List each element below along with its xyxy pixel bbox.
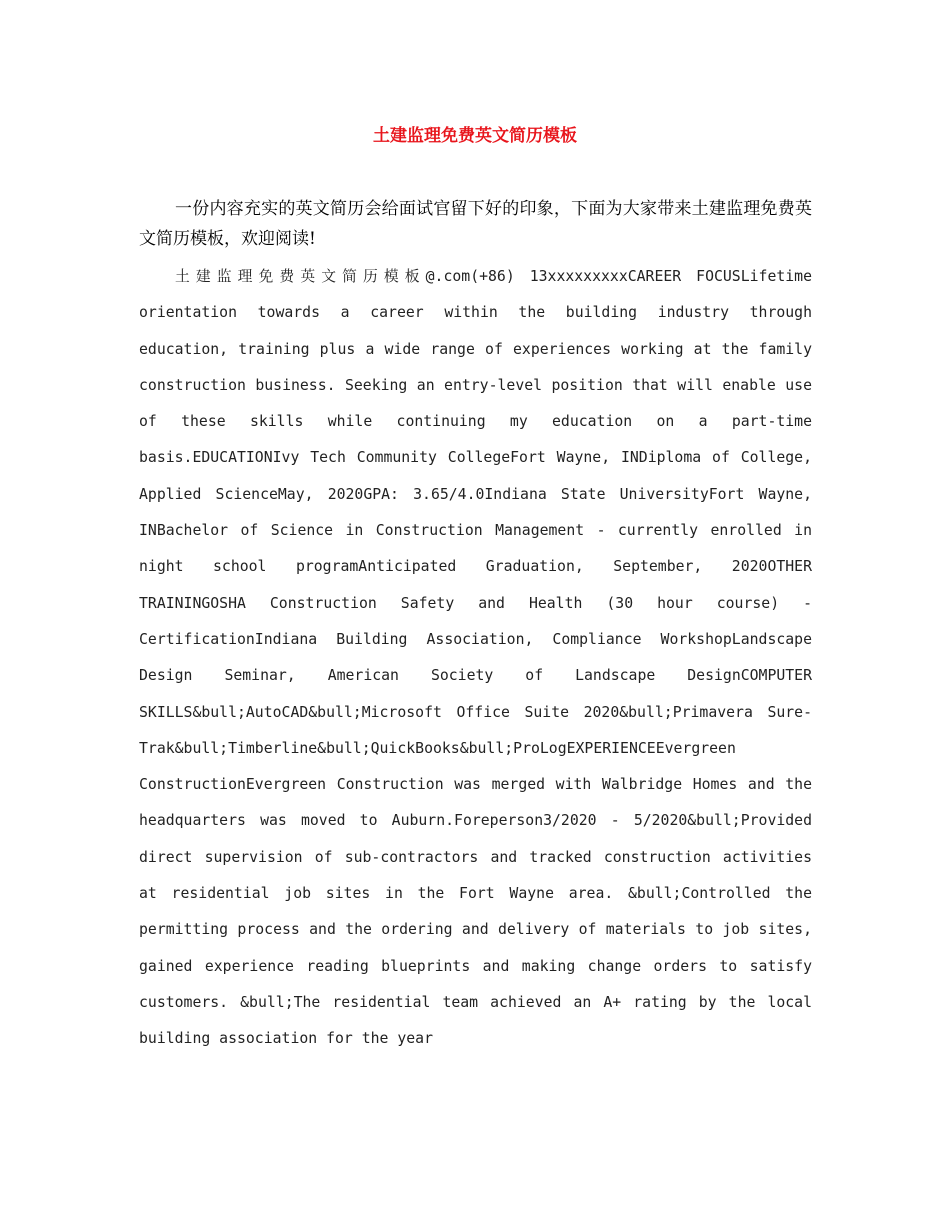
resume-body-paragraph: 土建监理免费英文简历模板@.com(+86) 13xxxxxxxxxCAREER FOCUSLifetime orientation towards a career within the building industry through education, training plus a wide range of experiences working at the family construction business. Seeking an entry-level position that will enable use of these skills while continuing my education on a part-time basis.EDUCATIONIvy Tech Community CollegeFort Wayne, INDiploma of College, Applied ScienceMay, 2020GPA: 3.65/4.0Indiana State UniversityFort Wayne, INBachelor of Science in Construction Management - currently enrolled in night school programAnticipated Graduation, September, 2020OTHER TRAININGOSHA Construction Safety and Health (30 hour course) - CertificationIndiana Building Association, Compliance WorkshopLandscape Design Seminar, American Society of Landscape DesignCOMPUTER SKILLS&bull;AutoCAD&bull;Microsoft Office Suite 2020&bull;Primavera Sure-Trak&bull;Timberline&bull;QuickBooks&bull;ProLogEXPERIENCEEvergreen ConstructionEvergreen Construction was merged with Walbridge Homes and the headquarters was moved to Auburn.Foreperson3/2020 - 5/2020&bull;Provided direct supervision of sub-contractors and tracked construction activities at residential job sites in the Fort Wayne area. &bull;Controlled the permitting process and the ordering and delivery of materials to job sites, gained experience reading blueprints and making change orders to satisfy customers. &bull;The residential team achieved an A+ rating by the local building association for the year: [139, 268, 812, 1048]
document-title: 土建监理免费英文简历模板: [373, 126, 577, 146]
intro-paragraph: 一份内容充实的英文简历会给面试官留下好的印象，下面为大家带来土建监理免费英文简历模板，欢迎阅读!: [139, 199, 812, 249]
